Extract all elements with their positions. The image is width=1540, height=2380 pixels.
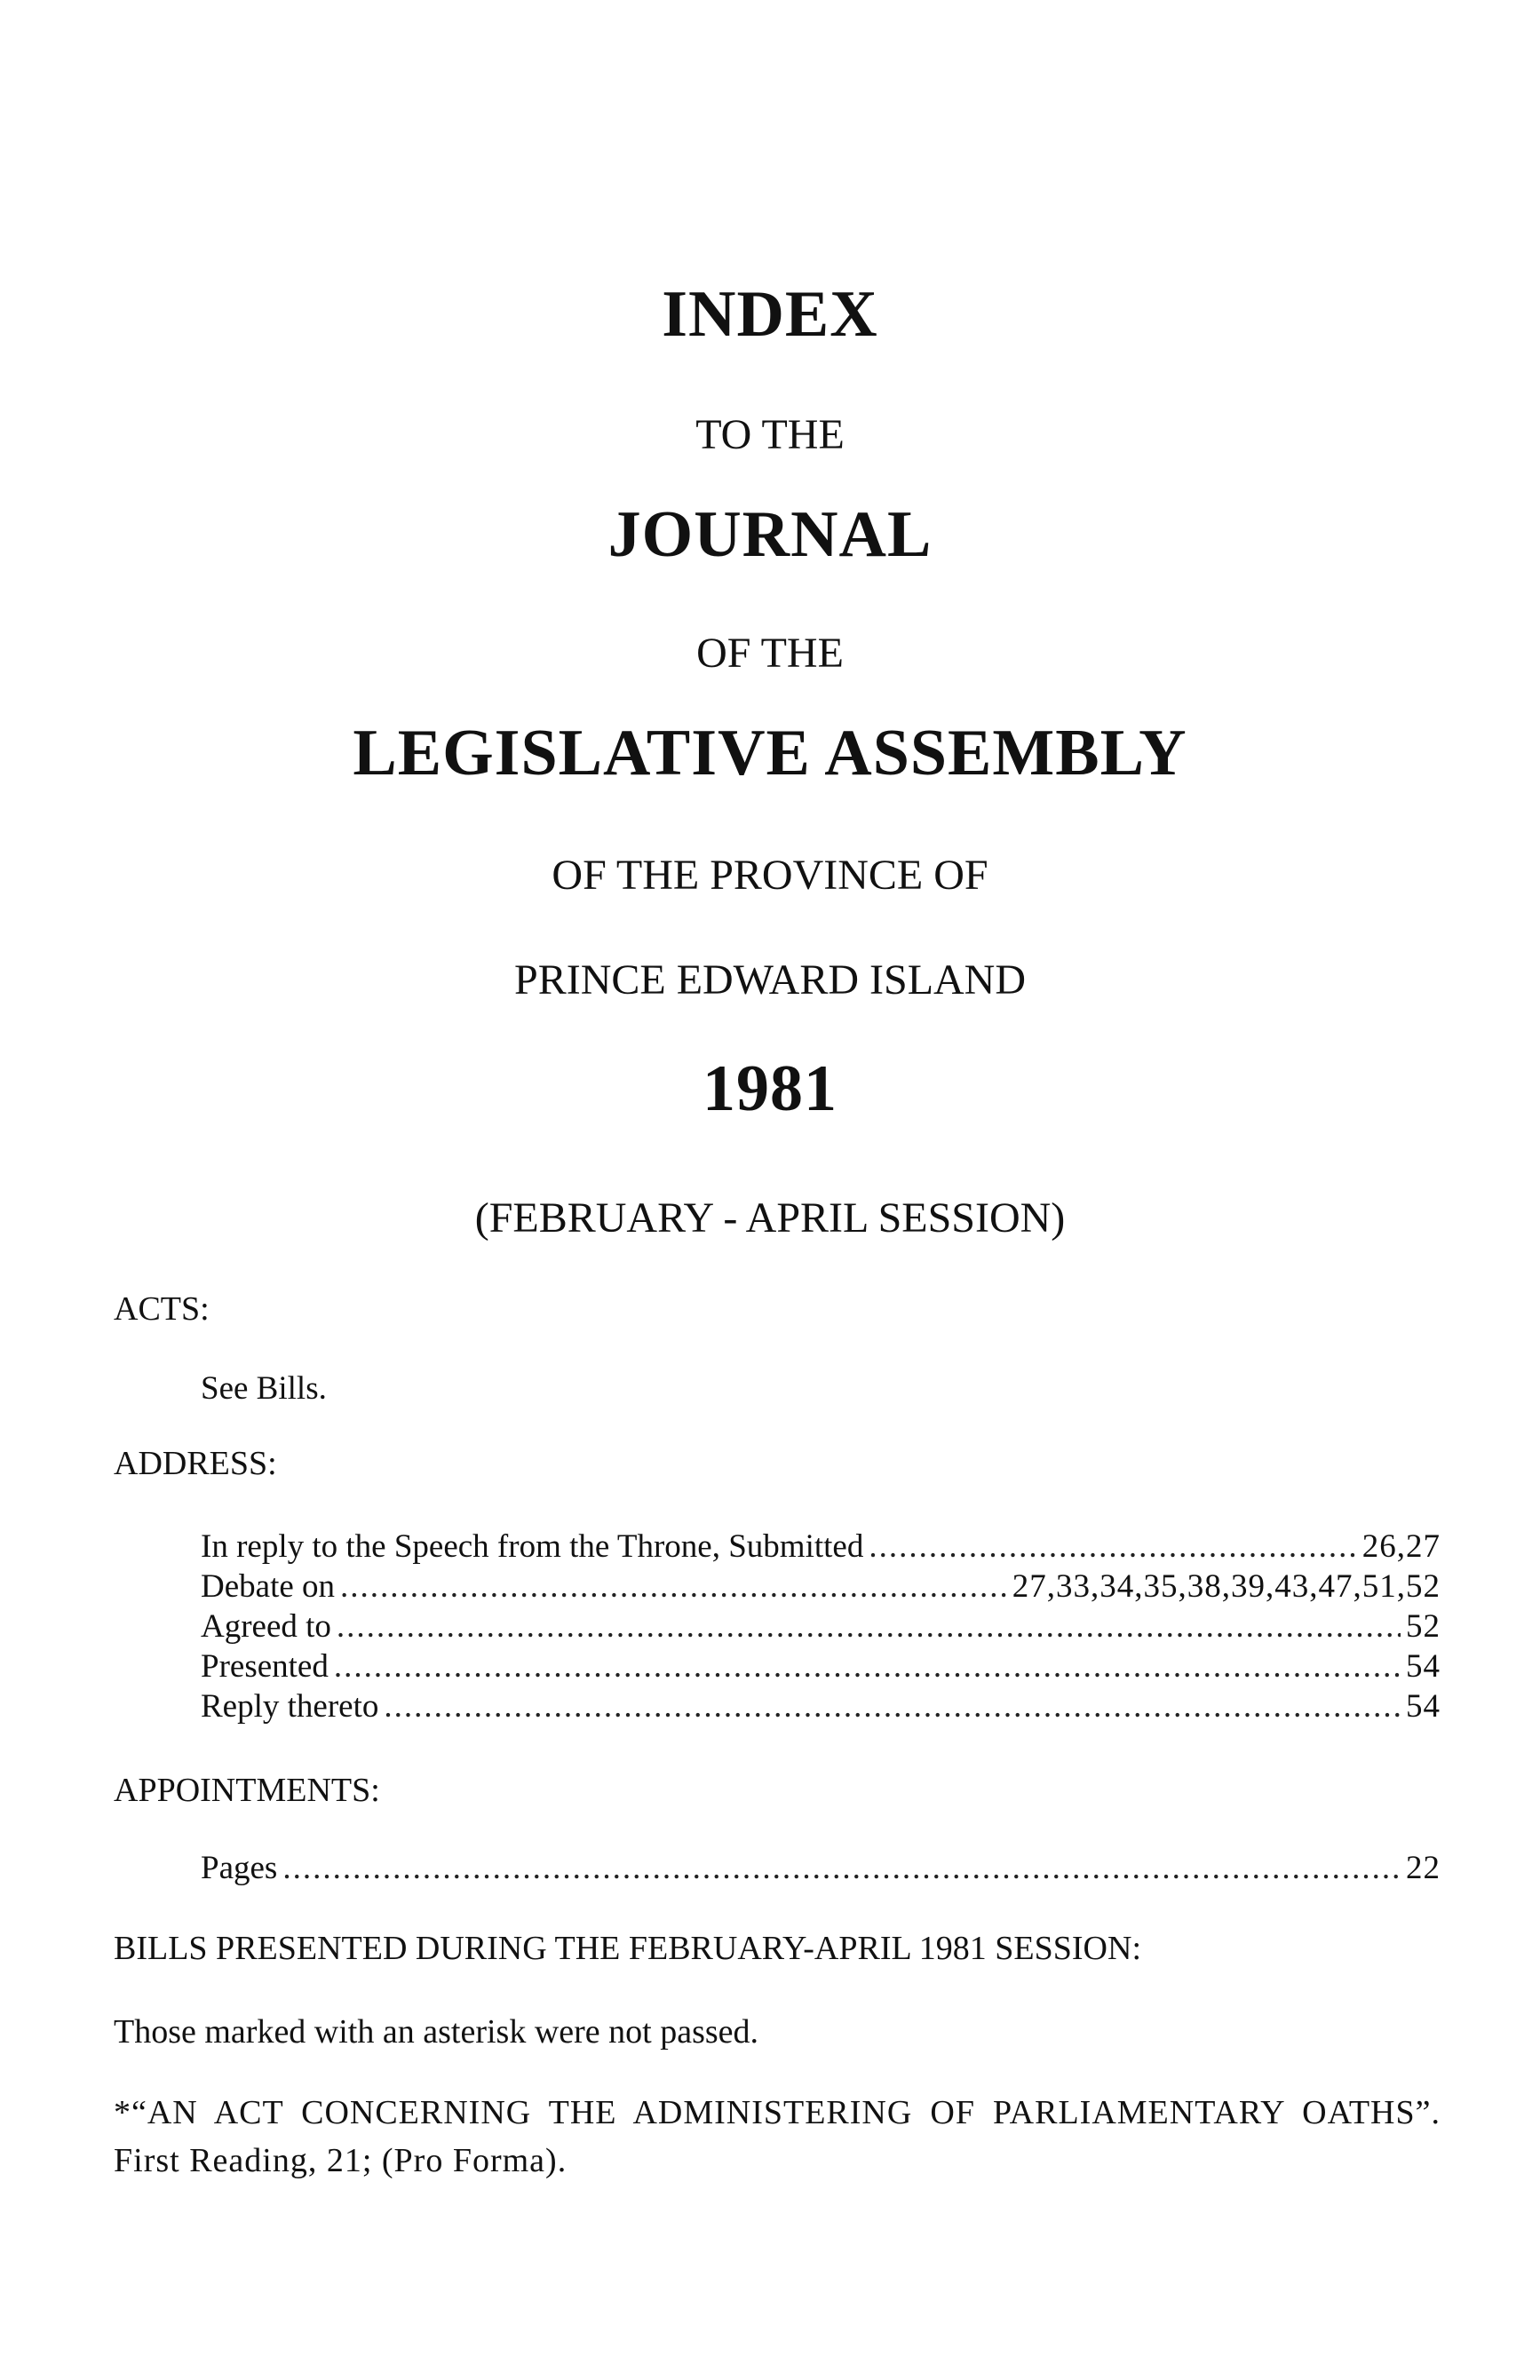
entry-label: Pages: [201, 1850, 278, 1886]
entry-pages: 22: [1406, 1850, 1441, 1886]
title-session: (FEBRUARY - APRIL SESSION): [474, 1194, 1066, 1242]
entry-label: Presented: [201, 1648, 329, 1685]
title-province-name: PRINCE EDWARD ISLAND: [514, 956, 1026, 1004]
dot-leader: [384, 1687, 1401, 1726]
entry-label: Debate on: [201, 1568, 336, 1605]
acts-heading: ACTS:: [114, 1290, 210, 1328]
dot-leader: [340, 1567, 1007, 1606]
entry-pages: 54: [1406, 1688, 1441, 1725]
title-journal: JOURNAL: [607, 498, 933, 571]
title-year: 1981: [703, 1052, 837, 1125]
acts-note: See Bills.: [201, 1370, 327, 1407]
entry-label: In reply to the Speech from the Throne, Submitted: [201, 1528, 864, 1565]
entry-label: Agreed to: [201, 1608, 331, 1645]
title-to-the: TO THE: [695, 411, 845, 458]
index-entry: [201, 1647, 1441, 1688]
title-legislative-assembly: LEGISLATIVE ASSEMBLY: [353, 717, 1187, 789]
bill-entry: *“AN ACT CONCERNING THE ADMINISTERING OF PARLIAMENTARY OATHS”. First Reading, 21; (Pro Forma).: [114, 2094, 1441, 2179]
appointments-heading: APPOINTMENTS:: [114, 1772, 380, 1809]
index-entry: [201, 1849, 1441, 1890]
dot-leader: [282, 1849, 1401, 1887]
dot-leader: [337, 1607, 1401, 1646]
dot-leader: [334, 1647, 1401, 1686]
address-heading: ADDRESS:: [114, 1445, 277, 1482]
index-entry: [201, 1527, 1441, 1568]
title-of-the: OF THE: [696, 630, 844, 677]
entry-pages: 54: [1406, 1648, 1441, 1685]
index-entry: [201, 1687, 1441, 1728]
bills-note: Those marked with an asterisk were not passed.: [114, 2013, 759, 2051]
entry-label: Reply thereto: [201, 1688, 379, 1725]
bills-heading: BILLS PRESENTED DURING THE FEBRUARY-APRIL 1981 SESSION:: [114, 1930, 1141, 1967]
entry-pages: 52: [1406, 1608, 1441, 1645]
dot-leader: [869, 1527, 1356, 1566]
index-entry: [201, 1567, 1441, 1608]
index-entry: [201, 1607, 1441, 1648]
entry-pages: 27,33,34,35,38,39,43,47,51,52: [1012, 1568, 1441, 1605]
title-index: INDEX: [662, 278, 878, 351]
title-of-the-province-of: OF THE PROVINCE OF: [552, 852, 988, 899]
entry-pages: 26,27: [1361, 1528, 1441, 1565]
